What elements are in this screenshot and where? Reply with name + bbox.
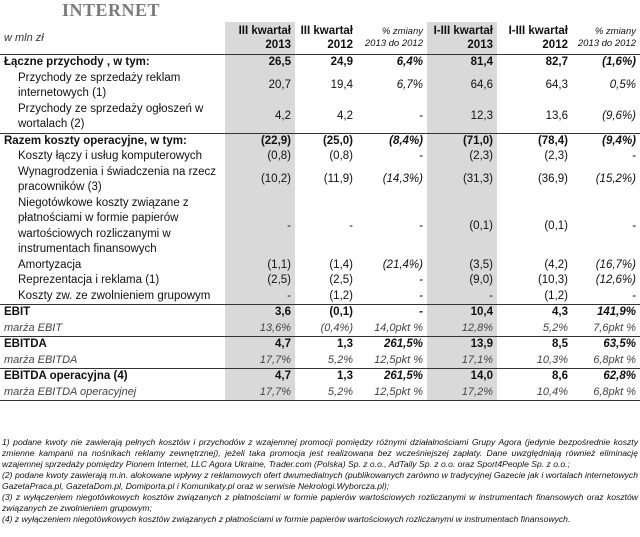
cell-pct-ytd: (9,4%) (572, 133, 640, 149)
row-label: Przychody ze sprzedaży reklam internetowych (1) (18, 71, 181, 99)
section-title: INTERNET (62, 0, 161, 20)
table-header (0, 22, 640, 55)
cell-q3-2013: 17,7% (225, 353, 295, 369)
table-row (0, 102, 640, 134)
table-row (0, 369, 640, 385)
cell-pct-q: 12,5pkt % (357, 385, 427, 401)
table-row (0, 55, 640, 71)
cell-pct-q: 14,0pkt % (374, 321, 423, 334)
row-label: Razem koszty operacyjne, w tym: (0, 133, 225, 149)
cell-ytd-2012: 4,3 (497, 305, 572, 321)
cell-pct-ytd: - (632, 219, 636, 232)
footnote: 1) podane kwoty nie zawierają pełnych kosztów i przychodów z wzajemnej promocji pomiędzy różnymi działalnościami Grupy Agora (jedynie bezpośrednie koszty zmienne kampanii na nośnikach reklamy zewnętrznej), jeżeli taka promocja jest realizowana bez wcześniejszej zapłaty. Dane uwzględniają również eliminację wzajemnej sprzedaży pomiędzy Pionem Internet, LLC Agora Ukraine, Trader.com (Polska) Sp. z o.o., AdTaily Sp. z o.o. oraz Sport4People Sp. z o.o.; (2, 437, 638, 469)
table-row (0, 149, 640, 165)
table-row (0, 196, 640, 258)
cell-ytd-2012: 82,7 (545, 56, 568, 68)
cell-q3-2013: 3,6 (225, 305, 295, 321)
row-label: Łączne przychody , w tym: (4, 56, 150, 68)
cell-q3-2013: - (225, 196, 295, 258)
cell-pct-ytd: (15,2%) (595, 173, 636, 186)
col-pct-ytd: % zmiany 2013 do 2012 (572, 22, 640, 55)
row-label: EBIT (0, 305, 225, 321)
cell-ytd-2013: 81,4 (427, 55, 497, 71)
table-row (0, 258, 640, 274)
cell-ytd-2012: (10,3) (537, 274, 568, 286)
row-label: Niegotówkowe koszty związane z płatnościami w formie papierów wartościowych rozliczanymi w instrumentach finansowych (18, 196, 189, 255)
cell-pct-q: 12,5pkt % (374, 353, 423, 366)
cell-ytd-2013: 12,3 (427, 102, 497, 134)
cell-ytd-2012: (78,4) (497, 133, 572, 149)
row-label: marża EBIT (4, 321, 63, 334)
cell-pct-q: - (419, 150, 423, 162)
col-q3-2012: III kwartał 2012 (295, 22, 357, 55)
row-label: Amortyzacja (18, 258, 82, 271)
cell-pct-q: - (357, 305, 427, 321)
cell-ytd-2013: (2,3) (427, 149, 497, 165)
cell-ytd-2013: (9,0) (427, 273, 497, 289)
cell-q3-2012: (1,4) (329, 258, 353, 271)
cell-q3-2012: 4,2 (337, 110, 353, 123)
footnotes (2, 437, 638, 525)
cell-q3-2013: 17,7% (225, 385, 295, 401)
col-q3-2013: III kwartał 2013 (225, 22, 295, 55)
table-row (0, 321, 640, 337)
table-row (0, 133, 640, 149)
footnote: (4) z wyłączeniem niegotówkowych kosztów związanych z płatnościami w formie papierów wartościowych rozliczanymi w instrumentach finansowych. (2, 514, 571, 524)
cell-pct-ytd: 62,8% (572, 369, 640, 385)
cell-pct-q: 261,5% (357, 369, 427, 385)
cell-q3-2012: (25,0) (295, 133, 357, 149)
cell-ytd-2013: 17,1% (427, 353, 497, 369)
row-label: Koszty zw. ze zwolnieniem grupowym (18, 289, 211, 302)
cell-ytd-2012: 10,3% (536, 353, 568, 366)
cell-pct-q: - (419, 110, 423, 123)
cell-ytd-2012: (36,9) (537, 173, 568, 186)
cell-ytd-2012: 64,3 (545, 79, 568, 92)
cell-ytd-2013: (0,1) (427, 196, 497, 258)
footnote: (2) podane kwoty zawierają m.in. alokowane wpływy z reklamowych ofert dwumedialnych (publikowanych zarówno w tradycyjnej Gazecie jak i wortalach internetowych GazetaPraca.pl, GazetaDom.pl, Domiporta.pl i Komunikaty.pl oraz w serwisie Nekrologi.Wyborcza.pl); (2, 470, 638, 491)
cell-ytd-2013: 14,0 (427, 369, 497, 385)
cell-pct-ytd: 141,9% (572, 305, 640, 321)
cell-pct-ytd: (9,6%) (602, 110, 636, 123)
table-row (0, 353, 640, 369)
cell-q3-2012: (0,8) (329, 150, 353, 162)
cell-q3-2012: (11,9) (323, 173, 353, 186)
cell-ytd-2012: (1,2) (544, 289, 568, 302)
table-row (0, 385, 640, 401)
col-ytd-2012: I-III kwartał 2012 (497, 22, 572, 55)
cell-q3-2012: 1,3 (295, 369, 357, 385)
cell-ytd-2013: 64,6 (427, 71, 497, 102)
cell-q3-2012: (0,4%) (320, 321, 353, 334)
col-ytd-2013: I-III kwartał 2013 (427, 22, 497, 55)
cell-q3-2012: 19,4 (330, 79, 353, 92)
row-label: marża EBITDA (4, 353, 78, 366)
cell-pct-q: - (419, 219, 423, 232)
cell-q3-2013: 4,7 (225, 369, 295, 385)
cell-q3-2012: 5,2% (295, 385, 357, 401)
row-label: Wynagrodzenia i świadczenia na rzecz pracowników (3) (18, 165, 217, 193)
col-pct-q: % zmiany 2013 do 2012 (357, 22, 427, 55)
cell-ytd-2012: 5,2% (542, 321, 568, 334)
cell-pct-q: (14,3%) (382, 173, 423, 186)
cell-ytd-2013: - (427, 289, 497, 305)
cell-ytd-2012: (2,3) (544, 150, 568, 162)
cell-pct-ytd: 6,8pkt % (593, 353, 636, 366)
cell-pct-ytd: 63,5% (572, 337, 640, 353)
row-label: EBITDA (0, 337, 225, 353)
cell-pct-q: 6,7% (396, 79, 423, 92)
row-label: Reprezentacja i reklama (1) (18, 274, 160, 286)
row-label: Przychody ze sprzedaży ogłoszeń w wortalach (2) (18, 102, 204, 130)
cell-ytd-2012: (4,2) (544, 258, 568, 271)
row-label: EBITDA operacyjna (4) (0, 369, 225, 385)
table-row (0, 337, 640, 353)
unit-label: w mln zł (0, 22, 225, 55)
cell-q3-2012: 5,2% (327, 353, 353, 366)
cell-q3-2013: 20,7 (225, 71, 295, 102)
cell-q3-2013: (2,5) (225, 273, 295, 289)
cell-ytd-2013: (3,5) (427, 258, 497, 274)
cell-pct-q: 261,5% (357, 337, 427, 353)
cell-pct-q: - (419, 274, 423, 286)
cell-ytd-2013: 10,4 (427, 305, 497, 321)
financial-table (0, 22, 640, 401)
footnote: (3) z wyłączeniem niegotówkowych kosztów związanych z płatnościami w formie papierów wartościowych rozliczanymi w instrumentach finansowych oraz kosztów związanych ze zwolnieniem grupowym; (2, 492, 638, 513)
cell-q3-2012: 1,3 (295, 337, 357, 353)
cell-ytd-2013: (31,3) (427, 165, 497, 196)
cell-ytd-2012: 8,5 (497, 337, 572, 353)
cell-ytd-2012: 13,6 (545, 110, 568, 123)
cell-ytd-2012: (0,1) (544, 219, 568, 232)
cell-pct-q: - (419, 289, 423, 302)
cell-ytd-2013: 12,8% (427, 321, 497, 337)
cell-pct-ytd: - (632, 150, 636, 162)
cell-ytd-2013: (71,0) (427, 133, 497, 149)
cell-pct-ytd: (16,7%) (595, 258, 636, 271)
cell-pct-ytd: - (632, 289, 636, 302)
table-row (0, 289, 640, 305)
table-row (0, 273, 640, 289)
row-label: marża EBITDA operacyjnej (0, 385, 225, 401)
cell-q3-2013: (1,1) (225, 258, 295, 274)
cell-q3-2013: (10,2) (225, 165, 295, 196)
table-row (0, 305, 640, 321)
cell-q3-2013: 4,7 (225, 337, 295, 353)
row-label: Koszty łączy i usług komputerowych (18, 150, 203, 162)
cell-q3-2013: 26,5 (225, 55, 295, 71)
cell-q3-2013: - (225, 289, 295, 305)
cell-pct-ytd: 7,6pkt % (593, 321, 636, 334)
cell-q3-2012: (2,5) (329, 274, 353, 286)
cell-pct-ytd: (1,6%) (602, 56, 636, 68)
cell-ytd-2013: 17,2% (427, 385, 497, 401)
cell-ytd-2012: 8,6 (497, 369, 572, 385)
cell-q3-2012: 24,9 (330, 56, 353, 68)
table-row (0, 165, 640, 196)
cell-pct-ytd: (12,6%) (595, 274, 636, 286)
cell-ytd-2013: 13,9 (427, 337, 497, 353)
cell-pct-q: (21,4%) (382, 258, 423, 271)
cell-pct-q: (8,4%) (357, 133, 427, 149)
cell-q3-2013: 4,2 (225, 102, 295, 134)
cell-q3-2012: (1,2) (329, 289, 353, 302)
cell-ytd-2012: 10,4% (497, 385, 572, 401)
cell-q3-2013: (22,9) (225, 133, 295, 149)
cell-q3-2012: - (349, 219, 353, 232)
cell-q3-2013: 13,6% (225, 321, 295, 337)
cell-q3-2013: (0,8) (225, 149, 295, 165)
cell-pct-ytd: 0,5% (609, 79, 636, 92)
cell-q3-2012: (0,1) (295, 305, 357, 321)
cell-pct-q: 6,4% (396, 56, 423, 68)
cell-pct-ytd: 6,8pkt % (572, 385, 640, 401)
table-row (0, 71, 640, 102)
